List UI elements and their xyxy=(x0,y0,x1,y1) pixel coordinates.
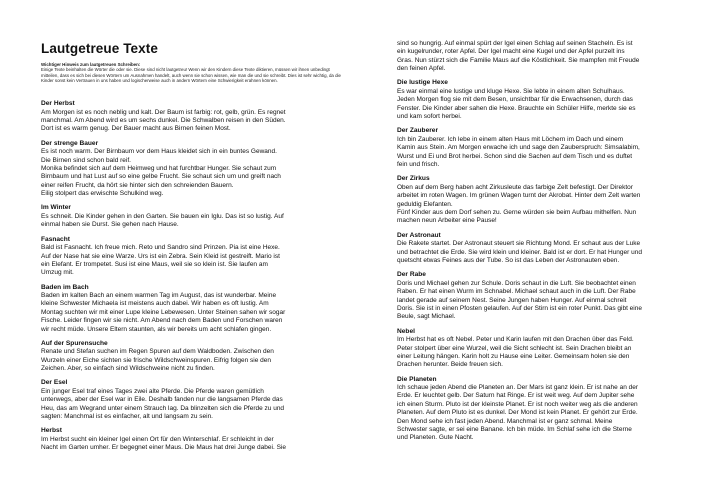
text-line: Die Rakete startet. Der Astronaut steuert sie Richtung Mond. Er schaut aus der Luke xyxy=(397,240,641,248)
text-line: Fische. Leider fingen wir sie nicht. Am Abend nach dem Baden und Forschen waren xyxy=(41,317,283,325)
text-line: Fünf Kinder aus dem Dorf sehen zu. Gerne würden sie beim Aufbau mithelfen. Nun xyxy=(397,208,637,216)
section-body xyxy=(397,336,681,369)
text-line: Es war einmal eine lustige und kluge Hexe. Sie lebte in einem alten Schulhaus. xyxy=(397,87,625,95)
text-section xyxy=(397,127,681,169)
text-line: machen neun Arbeiter eine Pause! xyxy=(397,217,497,225)
section-body xyxy=(397,40,681,73)
text-line: Erde. Er leuchtet gelb. Der Saturn hat Ringe. Er ist weit weg. Auf dem Jupiter sehe xyxy=(397,392,635,400)
text-line: Die Birnen sind schon bald reif. xyxy=(41,156,131,164)
right-column xyxy=(397,40,681,449)
text-section xyxy=(41,204,333,229)
text-line: einer Leitung hängen. Karin holt zu Hause eine Leiter. Gemeinsam holen sie den xyxy=(397,352,630,360)
section-heading: Auf der Spurensuche xyxy=(41,339,108,347)
text-line: Birnbaum und hat Lust auf so eine gelbe Frucht. Sie schaut sich um und greift nach xyxy=(41,173,281,181)
section-body xyxy=(41,388,333,421)
text-line: Oben auf dem Berg haben acht Zirkusleute das farbige Zelt befestigt. Der Direktor xyxy=(397,183,633,191)
text-line: den feinen Apfel. xyxy=(397,65,446,73)
text-line: Doris. Sie ist in einen Pfosten gelaufen. Auf der Stirn ist ein roter Punkt. Das gibt eine xyxy=(397,304,642,312)
text-line: Kamin aus Stein. Am Morgen erwache ich und sage den Zauberspruch: Simsalabim, xyxy=(397,144,640,152)
text-section xyxy=(397,232,681,266)
section-body xyxy=(41,436,333,453)
hint-heading: Wichtiger Hinweis zum lautgetreuen Schreiben: xyxy=(41,62,141,67)
text-line: Dort ist es warm genug. Der Bauer macht aus Birnen feinen Most. xyxy=(41,125,231,133)
text-line: Im Herbst hat es oft Nebel. Peter und Karin laufen mit den Drachen über das Feld. xyxy=(397,336,634,344)
text-line: Monika befindet sich auf dem Heimweg und hat furchtbar Hunger. Sie schaut zum xyxy=(41,164,277,172)
section-body xyxy=(41,244,333,277)
text-line: Peter stolpert über eine Wurzel, weil die Sicht schlecht ist. Sein Drachen bleibt an xyxy=(397,344,632,352)
section-body xyxy=(41,109,333,134)
text-line: Umzug mit. xyxy=(41,269,74,277)
text-line: manchmal. Am Abend wird es um sechs dunkel. Die Schwalben reisen in den Süden. xyxy=(41,116,286,124)
text-line: Jeden Morgen flog sie mit dem Besen, unsichtbar für die Erwachsenen, durch das xyxy=(397,96,633,104)
text-line: Wurst und Ei und Brot herbei. Schon sind die Sachen auf dem Tisch und es duftet xyxy=(397,152,633,160)
section-body xyxy=(397,240,681,265)
text-line: Den Mond sehe ich fast jeden Abend. Manchmal ist er ganz schmal. Meine xyxy=(397,417,613,425)
text-line: Ich schaue jeden Abend die Planeten an. Der Mars ist ganz klein. Er ist nahe an der xyxy=(397,384,639,392)
section-heading: Die Planeten xyxy=(397,375,437,383)
text-line: ein Elefant. Er trompetet. Susi ist eine Maus, weil sie so klein ist. Sie laufen am xyxy=(41,260,268,268)
text-section xyxy=(41,284,333,334)
text-section xyxy=(41,379,333,421)
text-line: ein kugelrunder, roter Apfel. Der Igel macht eine Kugel und der Apfel purzelt ins xyxy=(397,48,625,56)
left-column xyxy=(41,100,333,459)
text-line: fein und frisch. xyxy=(397,160,440,168)
text-line: Es ist noch warm. Der Birnbaum vor dem Haus kleidet sich in ein buntes Gewand. xyxy=(41,148,277,156)
text-line: wir recht müde. Unsere Eltern staunten, als wir bereits um acht schlafen gingen. xyxy=(41,325,272,333)
text-line: Eilig stolpert das erwischte Schulkind weg. xyxy=(41,189,164,197)
section-body xyxy=(41,348,333,373)
text-line: Zeichen. Aber, so einfach sind Wildschweine nicht zu finden. xyxy=(41,365,215,373)
text-line: Renate und Stefan suchen im Regen Spuren auf dem Waldboden. Zwischen den xyxy=(41,348,274,356)
text-section xyxy=(397,175,681,225)
hint-text: Einige Texte beinhalten die Wörter die oder sie. Diese sind nicht lautgetreu! Wenn wir den Kindern diese Texte diktieren, müssen wir ihnen unbedingt mitteilen, dass es sich bei diesen Wörtern um Ausnahmen handelt, auch wenn sie schon wissen, wie man die und sie schreibt. Dies ist sehr wichtig, da die Kinder sonst kein Vertrauen in uns haben und logischerweise auch in andern Wörtern eine Schwierigkeit erahnen können. xyxy=(41,67,341,84)
text-section xyxy=(41,427,333,452)
section-body xyxy=(41,213,333,230)
text-line: und Planeten. Gute Nacht. xyxy=(397,434,474,442)
text-line: Auf der Nase hat sie eine Warze. Urs ist ein Zebra. Sein Kleid ist gestreift. Mario ist xyxy=(41,252,280,260)
section-heading: Der Herbst xyxy=(41,100,75,107)
text-line: einer reifen Frucht, da hört sie hinter sich den schreienden Bauern. xyxy=(41,181,234,189)
text-line: Im Herbst sucht ein kleiner Igel einen Ort für den Winterschlaf. Er schleicht in der xyxy=(41,436,274,444)
text-line: Planeten. Auf dem Pluto ist es dunkel. Der Mond ist kein Planet. Er gehört zur Erde. xyxy=(397,409,638,417)
text-line: unterwegs, aber der Esel war in Eile. Deshalb fanden nur die langsamen Pferde das xyxy=(41,396,283,404)
text-line: Raben. Er hat einen Wurm im Schnabel. Michael schaut auch in die Luft. Der Rabe xyxy=(397,288,636,296)
text-section xyxy=(397,328,681,370)
section-body xyxy=(397,88,681,121)
text-section xyxy=(41,100,333,134)
text-line: Wurzeln einer Eiche sichten sie frische Wildschweinspuren. Eifrig folgen sie den xyxy=(41,356,272,364)
section-heading: Die lustige Hexe xyxy=(397,79,448,87)
text-line: Montag suchten wir mit einer Lupe kleine Lebewesen. Unter Steinen sahen wir sogar xyxy=(41,308,286,316)
hint-box xyxy=(41,62,341,84)
text-line: arbeitet im roten Wagen. Im grünen Wagen turnt der Akrobat. Hinter dem Zelt warten xyxy=(397,192,641,200)
section-body xyxy=(41,148,333,198)
text-section xyxy=(397,79,681,121)
text-line: quetscht etwas Feines aus der Tube. So ist das Leben der Astronauten eben. xyxy=(397,256,620,264)
section-heading: Der Zirkus xyxy=(397,175,430,183)
section-body xyxy=(397,184,681,226)
text-section xyxy=(41,140,333,199)
section-body xyxy=(397,136,681,169)
text-line: Drachen herunter. Beide freuen sich. xyxy=(397,361,503,369)
section-heading: Fasnacht xyxy=(41,235,70,243)
text-line: sind so hungrig. Auf einmal spürt der Igel einen Schlag auf seinen Stacheln. Es ist xyxy=(397,40,633,47)
text-line: sagten: Manchmal ist es einfacher, alt und langsam zu sein. xyxy=(41,413,213,421)
text-line: Fenster. Die Kinder aber sahen die Hexe. Brauchte ein Schüler Hilfe, merkte sie es xyxy=(397,104,636,112)
text-line: Beule, sagt Michael. xyxy=(397,313,456,321)
text-line: Es schneit. Die Kinder gehen in den Garten. Sie bauen ein Iglu. Das ist so lustig. Auf xyxy=(41,212,284,220)
text-section xyxy=(41,340,333,374)
section-heading: Herbst xyxy=(41,427,62,435)
text-line: einmal haben sie Durst. Sie gehen nach Hause. xyxy=(41,221,179,229)
text-line: Heu, das am Wegrand unter einem Strauch lag. Da blinzelten sich die Pferde zu und xyxy=(41,404,285,412)
text-line: Am Morgen ist es noch neblig und kalt. Der Baum ist farbig: rot, gelb, grün. Es regnet xyxy=(41,108,286,116)
text-line: Schwester sagte, er sei eine Banane. Ich bin müde. Im Schlaf sehe ich die Sterne xyxy=(397,425,632,433)
section-body xyxy=(397,384,681,442)
text-line: und kam sofort herbei. xyxy=(397,113,462,120)
section-heading: Der Rabe xyxy=(397,271,426,279)
text-line: Ich bin Zauberer. Ich lebe in einem alten Haus mit Löchern im Dach und einem xyxy=(397,135,624,143)
page-title: Lautgetreue Texte xyxy=(41,41,158,56)
text-line: Gras. Nun stürzt sich die Familie Maus auf die Köstlichkeit. Sie mampfen mit Freude xyxy=(397,56,640,64)
text-line: Nacht im Garten umher. Er begegnet einer Maus. Die Maus hat drei Junge dabei. Sie xyxy=(41,444,286,452)
section-body xyxy=(41,292,333,334)
text-section xyxy=(397,40,681,73)
text-section xyxy=(41,236,333,278)
section-heading: Im Winter xyxy=(41,204,71,212)
section-heading: Der Esel xyxy=(41,379,68,387)
text-line: geduldig Elefanten. xyxy=(397,200,453,208)
section-heading: Der Zauberer xyxy=(397,127,439,135)
section-heading: Baden im Bach xyxy=(41,283,89,291)
section-heading: Der Astronaut xyxy=(397,231,441,239)
section-heading: Der strenge Bauer xyxy=(41,139,99,147)
text-line: kleine Schwester Michaela ist meistens auch dabei. Wir haben es oft lustig. Am xyxy=(41,300,269,308)
section-body xyxy=(397,280,681,322)
text-line: landet gerade auf seinem Nest. Seine Jungen haben Hunger. Auf einmal schreit xyxy=(397,296,627,304)
text-line: Doris und Michael gehen zur Schule. Doris schaut in die Luft. Sie beobachtet einen xyxy=(397,279,636,287)
text-line: Ein junger Esel traf eines Tages zwei alte Pferde. Die Pferde waren gemütlich xyxy=(41,388,264,396)
text-line: und betrachtet die Erde. Sie wird klein und kleiner. Bald ist er dort. Er hat Hunger und xyxy=(397,248,642,256)
text-line: Bald ist Fasnacht. Ich freue mich. Reto und Sandro sind Prinzen. Pia ist eine Hexe. xyxy=(41,244,280,252)
text-section xyxy=(397,271,681,321)
text-line: ich einen Sturm. Pluto ist der kleinste Planet. Er ist noch weiter weg als die anderen xyxy=(397,400,638,408)
text-line: Baden im kalten Bach an einem warmen Tag im August, das ist wunderbar. Meine xyxy=(41,292,277,300)
section-heading: Nebel xyxy=(397,327,415,335)
text-section xyxy=(397,376,681,443)
